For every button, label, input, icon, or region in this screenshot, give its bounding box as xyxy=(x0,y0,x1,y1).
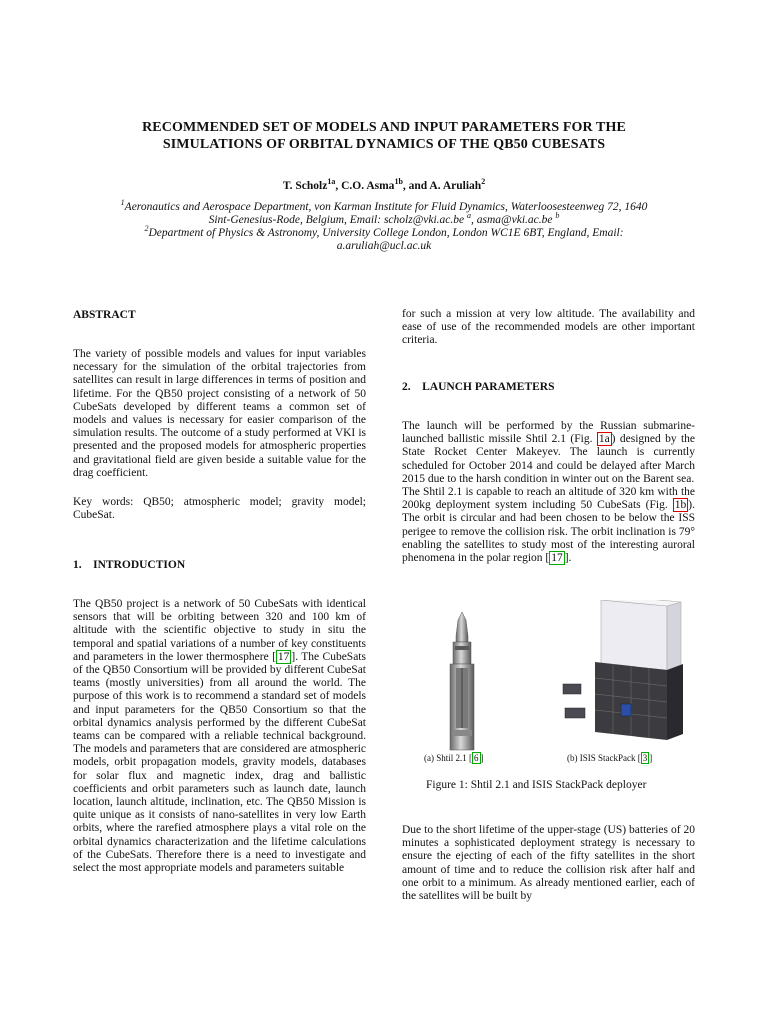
author-2: C.O. Asma xyxy=(341,180,395,192)
author-1-sup: 1a xyxy=(327,177,336,187)
author-2-sup: 1b xyxy=(394,177,403,187)
abstract-text: The variety of possible models and values for input variables necessary for the simulation of the orbital trajectories from satellites can result in large differences in terms of position and lifetime. For the QB50 project consisting of a network of 50 CubeSats developed by different teams a common set of models and values is necessary for easier comparison of the simulation results. The outcome of a study performed at VKI is presented and the proposed models for atmospheric properties and gravitational field are given beside a suitable value for the drag coefficient. xyxy=(73,348,366,479)
subcaption-b-text: (b) ISIS StackPack [ xyxy=(567,753,641,763)
launch-heading xyxy=(402,381,555,393)
abstract-heading: ABSTRACT xyxy=(73,309,136,321)
affiliations xyxy=(80,198,688,253)
author-3-sup: 2 xyxy=(481,177,486,187)
affil-line-3 xyxy=(80,224,688,240)
intro-heading-num: 1. xyxy=(73,559,82,571)
affil-line-2 xyxy=(80,211,688,227)
keywords xyxy=(73,496,366,522)
figure-caption: Figure 1: Shtil 2.1 and ISIS StackPack deployer xyxy=(426,779,647,791)
citation-link[interactable]: 17 xyxy=(551,552,563,565)
affil-3-sup: 2 xyxy=(144,224,149,234)
affil-1-text: Aeronautics and Aerospace Department, von Karman Institute for Fluid Dynamics, Waterloosesteenweg 72, 1640 xyxy=(124,201,648,213)
launch-paragraph-1 xyxy=(402,420,695,486)
launch-body xyxy=(402,420,695,565)
subcaption-a-text: (a) Shtil 2.1 [ xyxy=(424,753,472,763)
keywords-text: Key words: QB50; atmospheric model; gravity model; CubeSat. xyxy=(73,496,366,522)
affil-line-1 xyxy=(80,198,688,214)
launch-paragraph-2 xyxy=(402,486,695,565)
subcaption-a-close: ] xyxy=(480,753,484,763)
affil-2-text-b: , asma@vki.ac.be xyxy=(471,214,553,226)
abstract-body xyxy=(73,348,366,480)
deployment-paragraph: Due to the short lifetime of the upper-stage (US) batteries of 20 minutes a sophisticated deployment strategy is necessary to ensure the ejecting of each of the fifty satellites in the short amount of time and to reduce the collision risk after half and one orbit to a minimum. As already mentioned earlier, each of the satellites will be built by xyxy=(402,824,695,903)
launch-p1-b: ) designed by the State Rocket Center Makeyev. The launch is currently scheduled for October 2014 and could be delayed after March 2015 due to the harsh condition in winter out on the Barent sea. xyxy=(402,433,696,485)
subcaption-b xyxy=(567,753,652,763)
citation-link[interactable]: 17 xyxy=(277,650,290,663)
affil-2-text: Sint-Genesius-Rode, Belgium, Email: scholz@vki.ac.be xyxy=(208,214,465,226)
intro-heading xyxy=(73,559,185,571)
affil-2-sup-a: a xyxy=(467,211,472,221)
affil-3-text: Department of Physics & Astronomy, University College London, London WC1E 6BT, England, Email: xyxy=(148,227,624,239)
intro-text-b: ]. The CubeSats of the QB50 Consortium will be provided by different CubeSat teams (mostly universities) from all around the world. The purpose of this work is to recommend a standard set of models and input parameters for the QB50 Consortium so that the orbital dynamics analysis performed by the different CubeSat teams can be compared with a reliable technical background. The models and parameters that are considered are atmospheric models, orbit propagation models, gravity models, databases for solar flux and magnetic index, drag and ballistic coefficients and orbit parameters such as launch date, launch location, launch altitude, inclination, etc. The QB50 Mission is quite unique as it consists of nano-satellites in very low Earth orbits, where the rarefied atmosphere plays a vital role on the orbital dynamics characterization and the lifetime calculations of the CubeSats. Therefore there is a need to investigate and select the most appropriate models and parameters suitable xyxy=(73,650,366,875)
citation-link[interactable]: 6 xyxy=(474,753,479,763)
launch-heading-num: 2. xyxy=(402,381,411,393)
citation-link[interactable]: 3 xyxy=(642,753,648,763)
continuation-text: for such a mission at very low altitude. The availability and ease of use of the recommended models are other important criteria. xyxy=(402,308,695,347)
affil-line-4: a.aruliah@ucl.ac.uk xyxy=(336,240,432,252)
title-line-2: SIMULATIONS OF ORBITAL DYNAMICS OF THE QB50 CUBESATS xyxy=(162,137,606,152)
affil-1-sup: 1 xyxy=(120,198,125,208)
affil-2-sup-b: b xyxy=(555,211,560,221)
subcaption-b-close: ] xyxy=(649,753,653,763)
launch-p2-a: The Shtil 2.1 is capable to reach an altitude of 320 km with the 200kg deployment system including 50 CubeSats (Fig. xyxy=(402,486,695,512)
launch-p2-c: ]. xyxy=(564,552,572,565)
deployment-body xyxy=(402,824,695,903)
intro-text-a: The QB50 project is a network of 50 CubeSats with identical sensors that will be orbiting between 320 and 100 km of altitude with the scientific objective to study in situ the temporal and spatial variations of a number of key constituents and parameters in the lower thermosphere [ xyxy=(73,598,366,663)
launch-p1-a: The launch will be performed by the Russian submarine-launched ballistic missile Shtil 2.1 (Fig. xyxy=(402,420,695,446)
subcaption-a xyxy=(424,753,484,763)
intro-paragraph xyxy=(73,598,366,875)
right-continuation xyxy=(402,308,695,348)
author-1: T. Scholz xyxy=(282,180,328,192)
author-list: T. Scholz$^{1a}$, C.O. Asma$^{1b}$, and A. Aruliah$^2$ xyxy=(282,177,486,192)
author-3: and A. Aruliah xyxy=(408,180,482,192)
paper-title xyxy=(80,119,688,153)
figure-link[interactable]: 1a xyxy=(598,433,610,446)
figure-link[interactable]: 1b xyxy=(674,499,687,512)
launch-p2-b: ). The orbit is circular and had been chosen to be below the ISS perigee to remove the collision risk. The orbit inclination is 79° enabling the satellites to study most of the interesting auroral phenomena in the polar region [ xyxy=(402,499,695,565)
shtil-rocket-image xyxy=(438,612,486,752)
intro-body xyxy=(73,598,366,875)
isis-stackpack-image xyxy=(555,600,687,748)
launch-heading-text: LAUNCH PARAMETERS xyxy=(422,381,555,393)
intro-heading-text: INTRODUCTION xyxy=(93,559,186,571)
title-line-1: RECOMMENDED SET OF MODELS AND INPUT PARAMETERS FOR THE xyxy=(142,120,626,135)
